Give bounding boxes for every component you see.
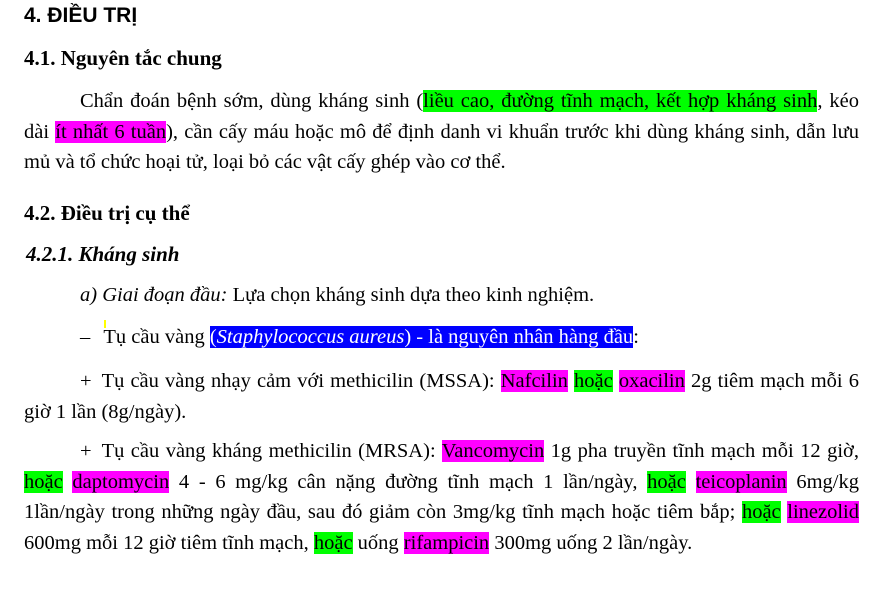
section-heading-treatment: 4. ĐIỀU TRỊ [24, 4, 138, 27]
text: ), cần cấy máu hoặc mô để định danh vi khuẩn trước khi dùng kháng sinh, dẫn lưu mủ và tổ chức hoại tử, loại bỏ các vật cấy ghép vào cơ thể. [24, 120, 859, 173]
text: 6mg/kg 1lần/ngày trong những ngày đầu, sau đó giảm còn 3mg/kg tĩnh mạch hoặc tiêm bắp; [24, 470, 860, 523]
text: Tụ cầu vàng kháng methicilin (MRSA): [101, 440, 442, 462]
drug-linezolid: linezolid [787, 501, 859, 523]
text: 300mg uống 2 lần/ngày. [489, 531, 693, 554]
drug-daptomycin: daptomycin [72, 470, 170, 493]
paragraph-mssa [24, 366, 859, 427]
phase-line [80, 284, 594, 307]
drug-vancomycin: Vancomycin [441, 440, 545, 462]
heading-general-principles: 4.1. Nguyên tắc chung [24, 46, 222, 70]
highlight-or: hoặc [313, 531, 353, 554]
paragraph-mrsa [24, 436, 859, 558]
text: Chẩn đoán bệnh sớm, dùng kháng sinh ( [80, 90, 424, 112]
drug-rifampicin: rifampicin [403, 531, 490, 554]
bullet-staph-aureus [80, 326, 639, 349]
drug-teicoplanin: teicoplanin [695, 470, 787, 493]
drug-oxacilin: oxacilin [618, 370, 685, 392]
text: 4 - 6 mg/kg cân nặng đường tĩnh mạch 1 lần/ngày, [169, 470, 648, 493]
heading-antibiotics: 4.2.1. Kháng sinh [26, 242, 180, 266]
text: Tụ cầu vàng [103, 326, 210, 348]
text: Tụ cầu vàng nhạy cảm với methicilin (MSSA): [101, 370, 501, 392]
phase-label: a) Giai đoạn đầu: [80, 284, 228, 306]
highlight-high-dose: liều cao, đường tĩnh mạch, kết hợp kháng sinh [423, 90, 818, 112]
highlight-or: hoặc [741, 501, 781, 523]
phase-text: Lựa chọn kháng sinh dựa theo kinh nghiệm. [227, 284, 595, 306]
highlight-or: hoặc [647, 470, 686, 493]
text: 1g pha truyền tĩnh mạch mỗi 12 giờ, [544, 440, 859, 462]
plus-bullet: + [80, 370, 92, 392]
text: 600mg mỗi 12 giờ tiêm tĩnh mạch, [24, 531, 314, 554]
paragraph-general-principles [24, 86, 859, 178]
highlight-or: hoặc [24, 470, 63, 493]
drug-nafcilin: Nafcilin [500, 370, 568, 392]
highlight-or: hoặc [574, 370, 613, 392]
text: 2g tiêm mạch mỗi 6 giờ 1 lần (8g/ngày). [24, 370, 859, 423]
heading-specific-treatment: 4.2. Điều trị cụ thể [24, 201, 190, 225]
text: , kéo dài [24, 90, 859, 143]
text: : [633, 326, 639, 348]
text: uống [352, 531, 404, 554]
highlight-staph: (Staphylococcus aureus) - là nguyên nhân hàng đầu [209, 326, 634, 348]
highlight-duration: ít nhất 6 tuần [55, 120, 167, 143]
plus-bullet: + [80, 440, 92, 462]
dash-bullet: – [80, 326, 91, 348]
